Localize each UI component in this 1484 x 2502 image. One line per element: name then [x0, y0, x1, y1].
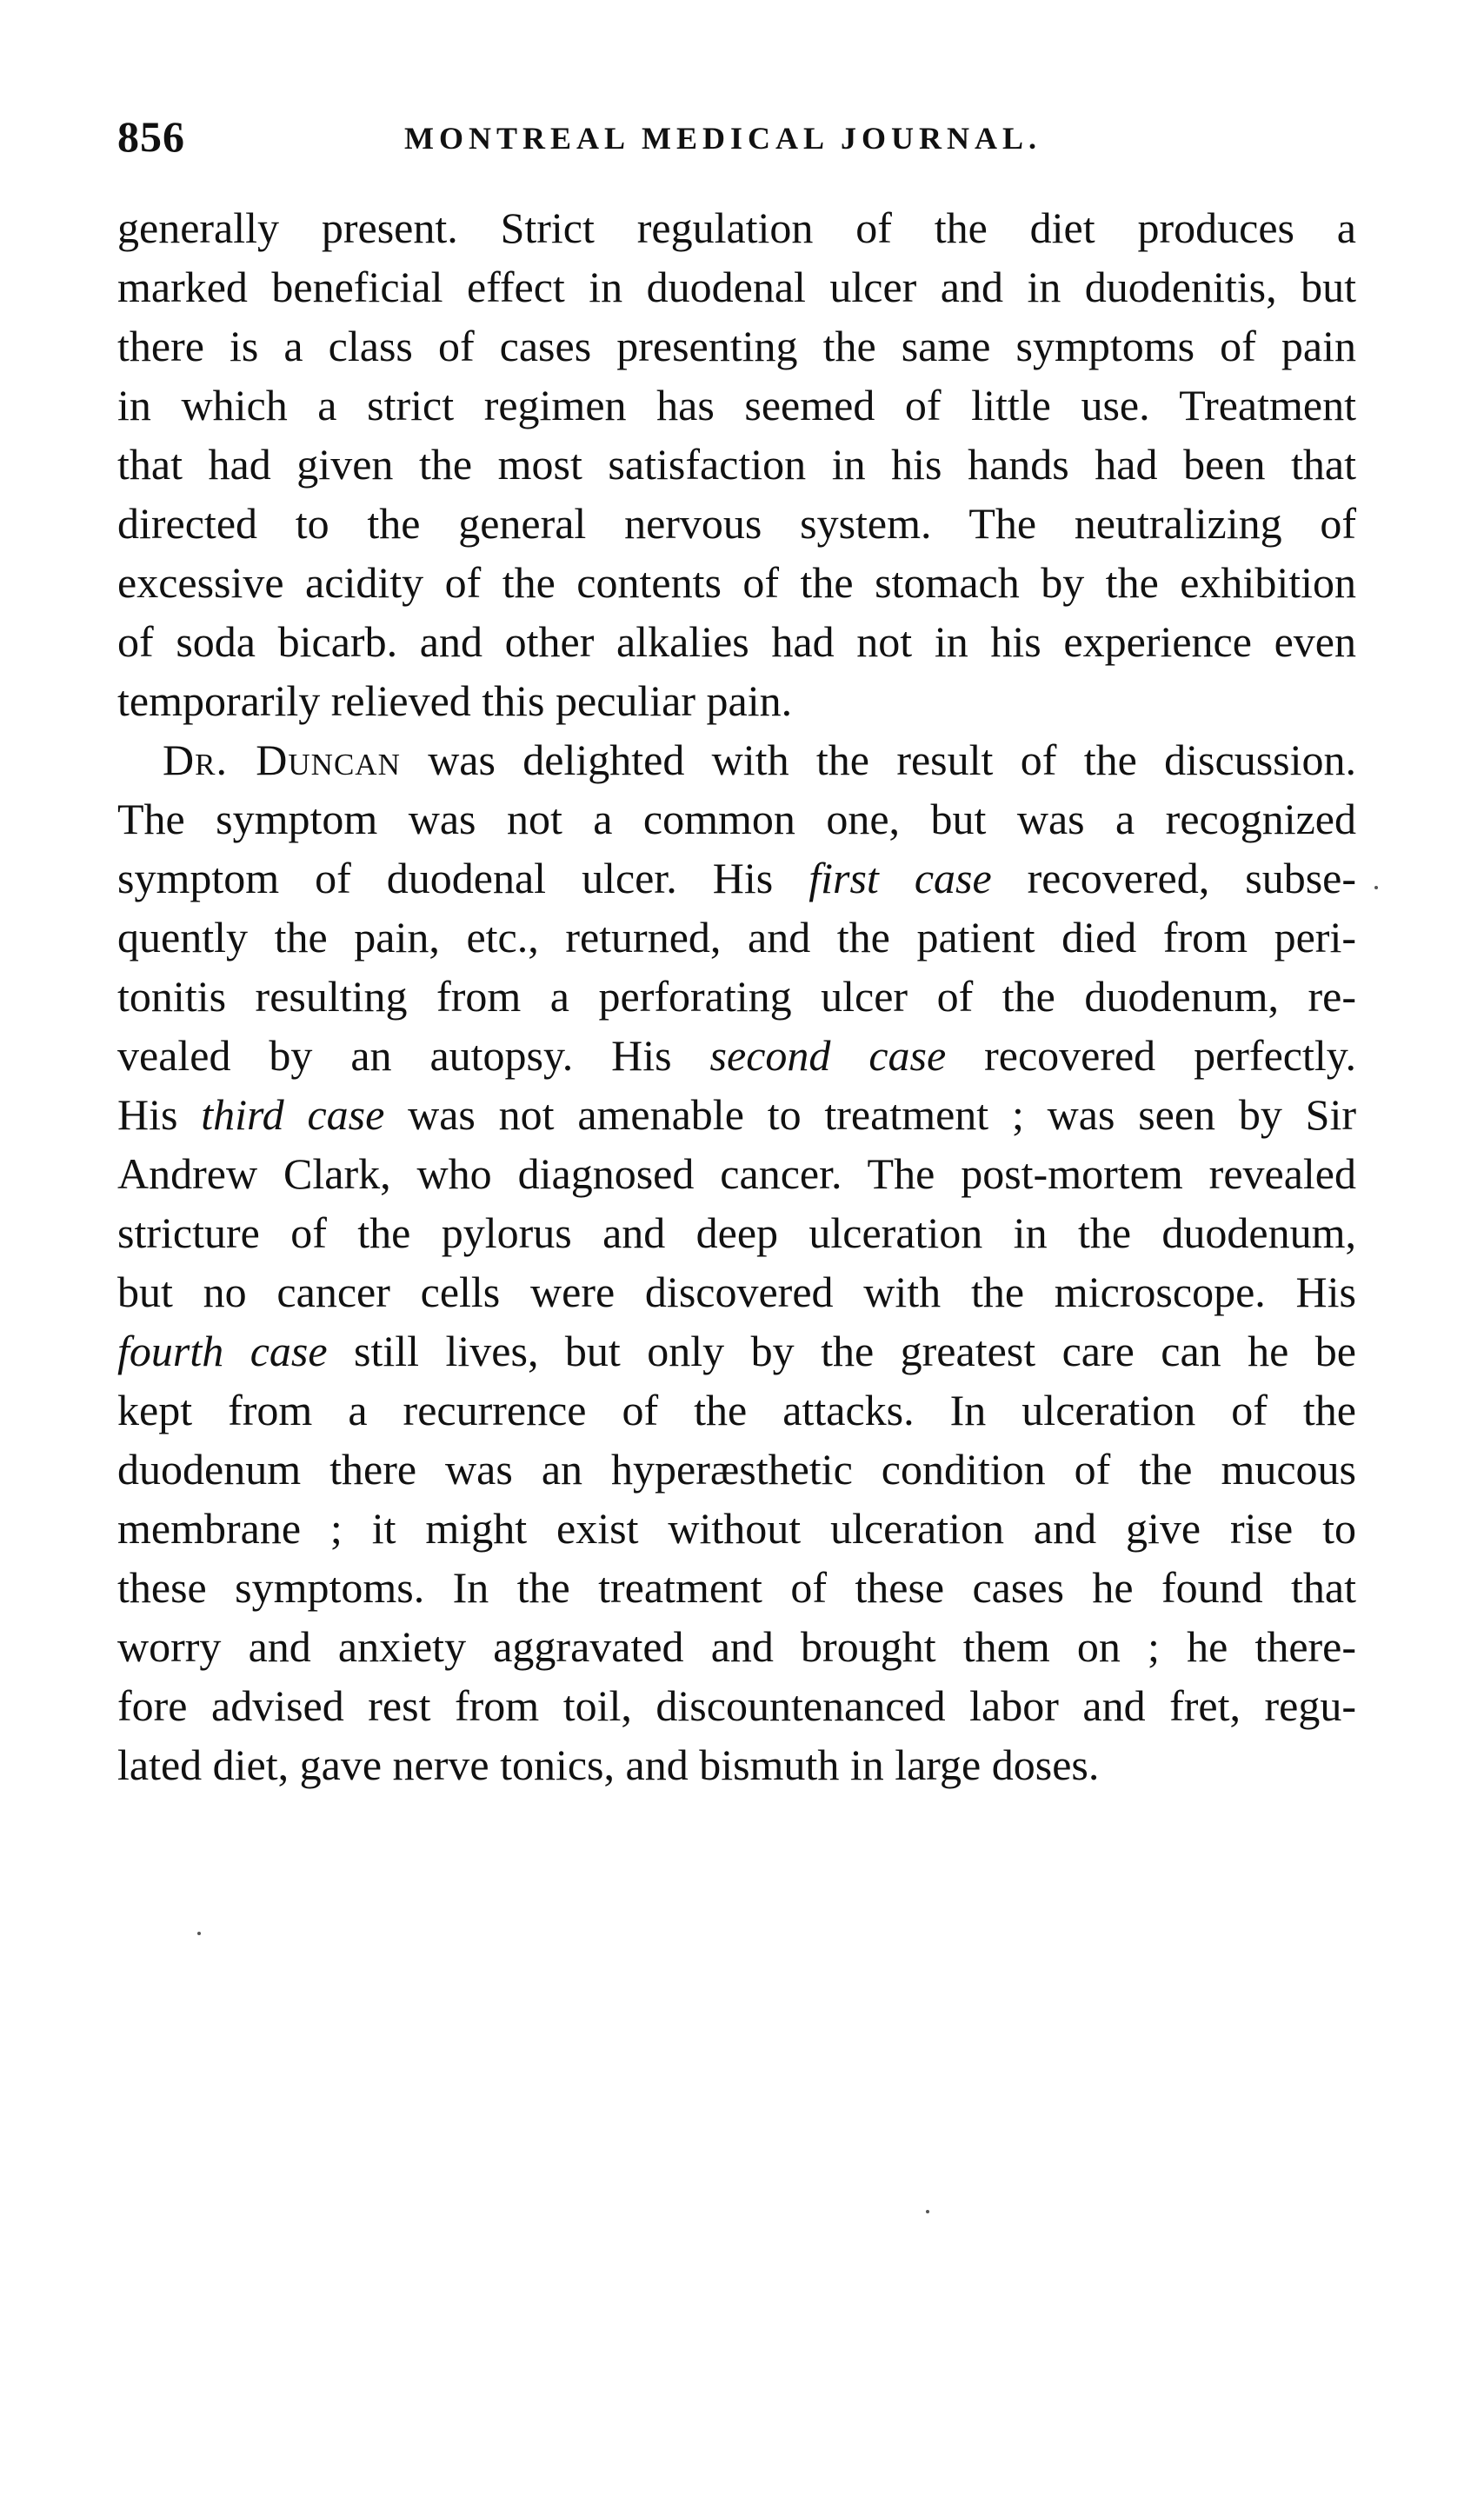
line-text: was delighted with the result of the discussion.	[400, 735, 1357, 784]
case-label: second case	[709, 1031, 947, 1080]
line-text: recovered, subse-	[991, 854, 1356, 902]
text-line: generally present. Strict regulation of the diet produces a	[117, 203, 1356, 252]
paragraph-1	[117, 198, 1356, 730]
journal-title: MONTREAL MEDICAL JOURNAL.	[404, 121, 1042, 156]
scan-speck	[926, 2210, 929, 2213]
line-text: recovered perfectly.	[946, 1031, 1357, 1080]
running-head	[117, 111, 1361, 181]
text-line	[117, 1026, 1356, 1085]
text-line: temporarily relieved this peculiar pain.	[117, 676, 793, 725]
line-text: symptom of duodenal ulcer. His	[117, 854, 809, 902]
case-label: first case	[809, 854, 992, 902]
text-line: these symptoms. In the treatment of these cases he found that	[117, 1563, 1356, 1612]
line-text: still lives, but only by the greatest care can he be	[327, 1327, 1356, 1375]
text-line: that had given the most satisfaction in his hands had been that	[117, 440, 1356, 489]
text-line: of soda bicarb. and other alkalies had not in his experience even	[117, 617, 1356, 666]
line-text: His	[117, 1090, 202, 1139]
text-line: lated diet, gave nerve tonics, and bismuth in large doses.	[117, 1740, 1100, 1789]
text-line: directed to the general nervous system. The neutralizing of	[117, 499, 1356, 548]
line-text: vealed by an autopsy. His	[117, 1031, 710, 1080]
text-line: duodenum there was an hyperæsthetic condition of the mucous	[117, 1445, 1356, 1494]
scan-speck	[1374, 886, 1378, 889]
text-line: Andrew Clark, who diagnosed cancer. The post-mortem revealed	[117, 1149, 1356, 1198]
text-line: quently the pain, etc., returned, and the patient died from peri-	[117, 913, 1356, 962]
text-line: but no cancer cells were discovered with the microscope. His	[117, 1268, 1356, 1316]
speaker-name: Dr. Duncan	[163, 735, 401, 784]
paragraph-2	[117, 730, 1356, 1794]
page-number: 856	[117, 112, 185, 161]
text-line: stricture of the pylorus and deep ulceration in the duodenum,	[117, 1208, 1356, 1257]
case-label: fourth case	[117, 1327, 328, 1375]
text-line: tonitis resulting from a perforating ulcer of the duodenum, re-	[117, 972, 1356, 1021]
text-line	[117, 848, 1356, 908]
text-line: excessive acidity of the contents of the stomach by the exhibition	[117, 558, 1356, 607]
text-line	[117, 730, 1356, 789]
text-line: worry and anxiety aggravated and brought them on ; he there-	[117, 1622, 1356, 1671]
text-line: membrane ; it might exist without ulceration and give rise to	[117, 1504, 1356, 1553]
body-text	[117, 198, 1356, 1794]
case-label: third case	[201, 1090, 385, 1139]
text-line: in which a strict regimen has seemed of little use. Treatment	[117, 381, 1356, 429]
text-line	[117, 1085, 1356, 1144]
text-line: there is a class of cases presenting the same symptoms of pain	[117, 322, 1356, 370]
text-line: fore advised rest from toil, discountenanced labor and fret, regu-	[117, 1681, 1356, 1730]
text-line: marked beneficial effect in duodenal ulcer and in duodenitis, but	[117, 263, 1356, 311]
line-text: was not amenable to treatment ; was seen by Sir	[384, 1090, 1356, 1139]
text-line	[117, 1321, 1356, 1381]
text-line: The symptom was not a common one, but was a recognized	[117, 795, 1356, 843]
text-line: kept from a recurrence of the attacks. In ulceration of the	[117, 1386, 1356, 1434]
scan-speck	[197, 1932, 201, 1935]
